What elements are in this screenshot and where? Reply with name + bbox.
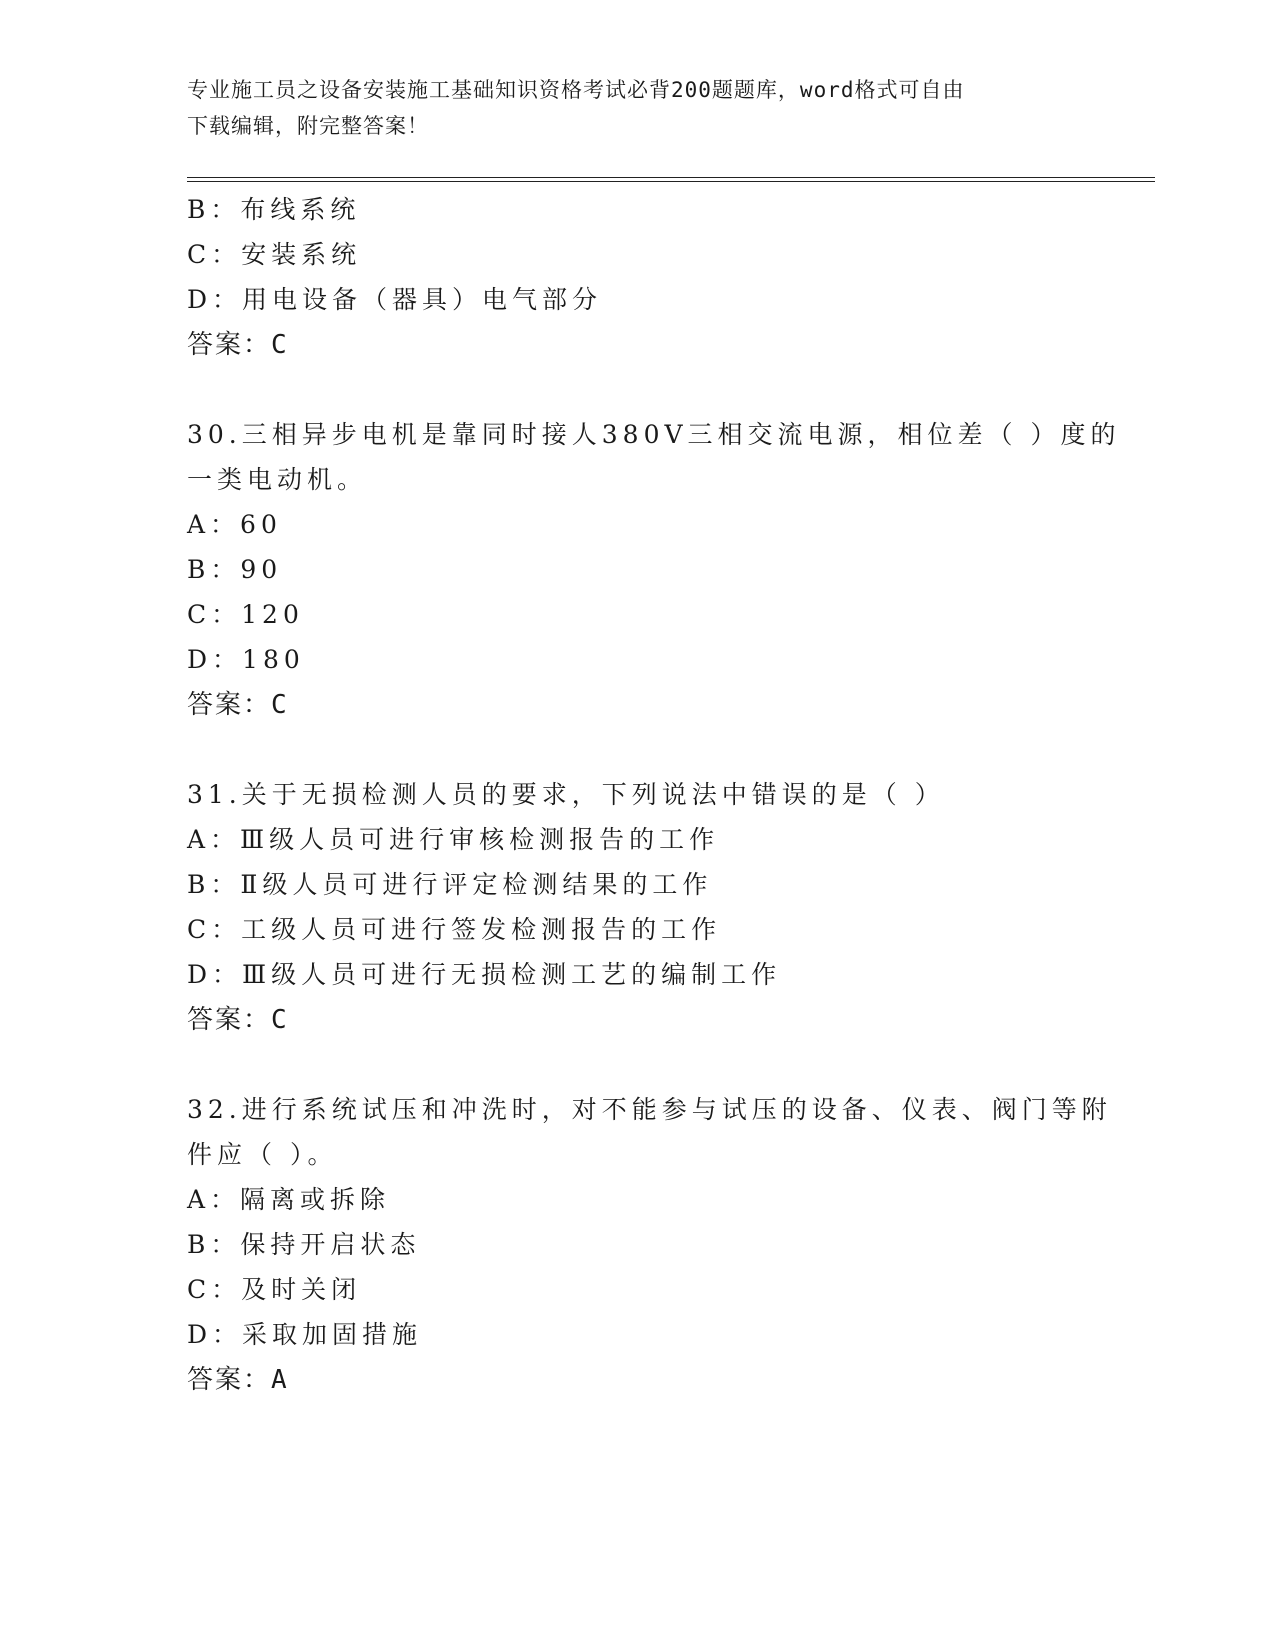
question-32-answer	[187, 1363, 289, 1397]
question-31-option-a: A：Ⅲ级人员可进行审核检测报告的工作	[187, 825, 720, 854]
question-32-stem-line-1: 32.进行系统试压和冲洗时，对不能参与试压的设备、仪表、阀门等附	[187, 1095, 1112, 1124]
question-31-option-d: D：Ⅲ级人员可进行无损检测工艺的编制工作	[187, 960, 782, 989]
question-31-option-b: B：Ⅱ级人员可进行评定检测结果的工作	[187, 870, 713, 899]
header-double-rule	[187, 177, 1155, 182]
question-32-option-c: C：及时关闭	[187, 1275, 362, 1304]
answer-value: A	[271, 1365, 289, 1395]
option-d: D：用电设备（器具）电气部分	[187, 285, 603, 314]
question-30-option-b: B：90	[187, 555, 283, 584]
question-32-option-a: A：隔离或拆除	[187, 1185, 391, 1214]
answer-label: 答案：	[187, 330, 272, 360]
question-30-option-a: A：60	[187, 510, 282, 539]
question-31-option-c: C：工级人员可进行签发检测报告的工作	[187, 915, 722, 944]
answer-line	[187, 328, 289, 362]
page-header	[187, 72, 1087, 144]
option-c: C：安装系统	[187, 240, 362, 269]
header-line-2: 下载编辑，附完整答案！	[187, 114, 429, 138]
answer-value: C	[271, 1005, 289, 1035]
question-32-option-b: B：保持开启状态	[187, 1230, 421, 1259]
question-32-option-d: D：采取加固措施	[187, 1320, 423, 1349]
answer-label: 答案：	[187, 1005, 272, 1035]
question-32-stem-line-2: 件应（ ）。	[187, 1140, 338, 1169]
question-31-answer	[187, 1003, 289, 1037]
question-31-stem-line-1: 31.关于无损检测人员的要求，下列说法中错误的是（ ）	[187, 780, 945, 809]
question-30-option-c: C：120	[187, 600, 304, 629]
answer-value: C	[271, 690, 289, 720]
answer-label: 答案：	[187, 1365, 272, 1395]
header-line-1: 专业施工员之设备安装施工基础知识资格考试必背200题题库，word格式可自由	[187, 78, 965, 102]
answer-value: C	[271, 330, 289, 360]
question-30-option-d: D：180	[187, 645, 305, 674]
answer-label: 答案：	[187, 690, 272, 720]
question-30-stem-line-1: 30.三相异步电机是靠同时接人380V三相交流电源，相位差（ ）度的	[187, 420, 1121, 449]
option-b: B：布线系统	[187, 195, 361, 224]
question-30-stem-line-2: 一类电动机。	[187, 465, 368, 494]
question-30-answer	[187, 688, 289, 722]
